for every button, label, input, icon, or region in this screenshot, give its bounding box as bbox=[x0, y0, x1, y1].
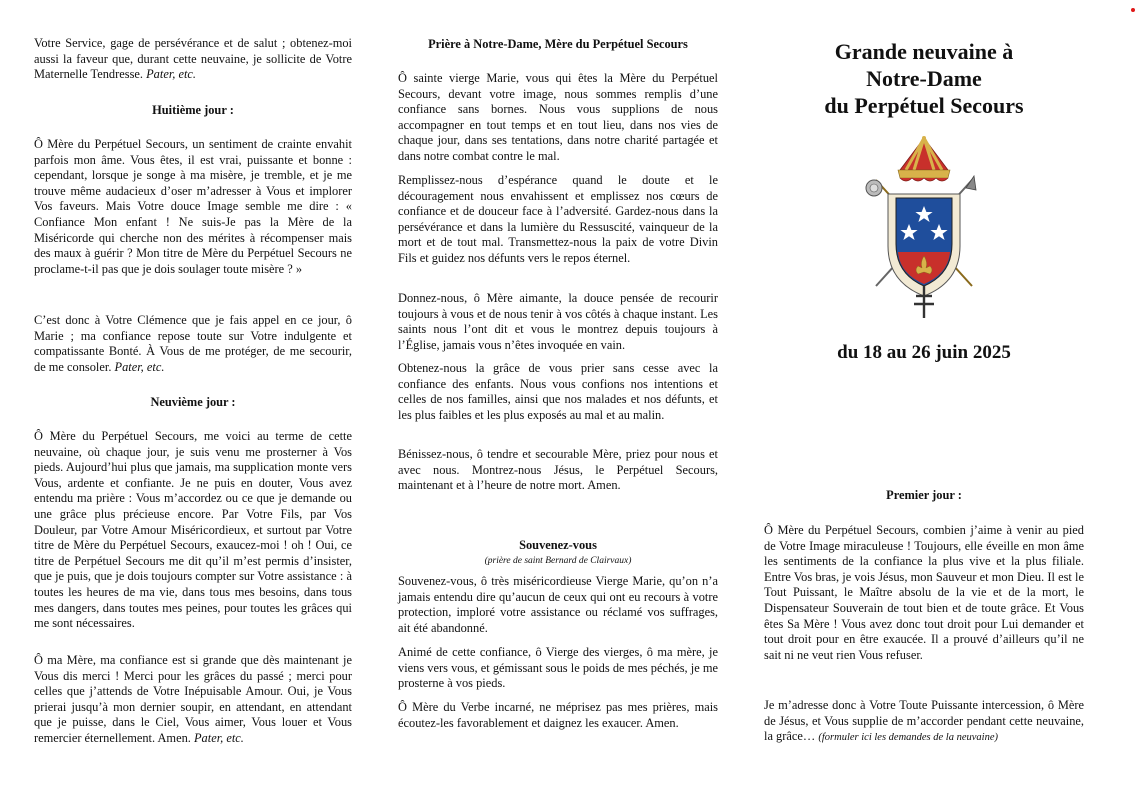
title-line-2: Notre-Dame bbox=[866, 66, 982, 91]
souvenez-paragraph-1: Souvenez-vous, ô très miséricordieuse Vierge Marie, qu’on n’a jamais entendu dire qu’aucun de ceux qui ont eu recours à votre protection, imploré votre assistance ou réclamé vos suffrages, ait été abandonné. bbox=[398, 574, 718, 635]
title-line-3: du Perpétuel Secours bbox=[824, 93, 1024, 118]
coat-of-arms-icon bbox=[862, 136, 986, 320]
heading-priere: Prière à Notre-Dame, Mère du Perpétuel Secours bbox=[428, 37, 688, 51]
souvenez-vous-subtitle: (prière de saint Bernard de Clairvaux) bbox=[484, 556, 632, 566]
title-line-1: Grande neuvaine à bbox=[834, 39, 1014, 64]
heading-day-9: Neuvième jour : bbox=[150, 395, 236, 409]
priere-paragraph-5: Bénissez-nous, ô tendre et secourable Mère, priez pour nous et avec nous. Montrez-nous Jésus, le Perpétuel Secours, maintenant et à l’heure de notre mort. Amen. bbox=[398, 447, 718, 493]
priere-paragraph-4: Obtenez-nous la grâce de vous prier sans cesse avec la confiance des enfants. Nous vous confions nos intentions et celles de nos familles, ainsi que nos malades et nos défunts, et les plus faibles et les plus exposés au mal et au malin. bbox=[398, 361, 718, 422]
novena-dates: du 18 au 26 juin 2025 bbox=[837, 342, 1011, 363]
souvenez-paragraph-2: Animé de cette confiance, ô Vierge des vierges, ô ma mère, je viens vers vous, et gémissant sous le poids de mes péchés, je me prosterne à vos pieds. bbox=[398, 645, 718, 691]
priere-paragraph-1: Ô sainte vierge Marie, vous qui êtes la Mère du Perpétuel Secours, devant votre image, nous sommes remplis d’une confiance sans bornes. Nous vous supplions de nous accompagner en tout temps et en tout lieu, dans nos vies de chaque jour, dans ses tentations, dans notre charité partagée et dans notre combat contre le mal. bbox=[398, 71, 718, 163]
day-9-paragraph-2: Ô ma Mère, ma confiance est si grande que dès maintenant je Vous dis merci ! Merci pour les grâces du passé ; merci pour celles que j’attends de Votre Inépuisable Amour. Oui, je Vous prierai jusqu’à mon dernier soupir, en attendant, en attendant que je puisse, dans le Ciel, Vous aimer, Vous louer et Vous remercier éternellement. Amen. Pater, etc. bbox=[34, 653, 352, 745]
souvenez-paragraph-3: Ô Mère du Verbe incarné, ne méprisez pas mes prières, mais écoutez-les favorablement et daignez les exaucer. Amen. bbox=[398, 700, 718, 730]
heading-day-1: Premier jour : bbox=[886, 488, 962, 502]
heading-souvenez-vous: Souvenez-vous bbox=[519, 538, 597, 552]
page-title bbox=[790, 38, 1058, 119]
intro-paragraph: Votre Service, gage de persévérance et de salut ; obtenez-moi aussi la faveur que, durant cette neuvaine, je sollicite de Votre Maternelle Tendresse. Pater, etc. bbox=[34, 36, 352, 82]
day-9-paragraph-1: Ô Mère du Perpétuel Secours, me voici au terme de cette neuvaine, où chaque jour, je suis venu me prosterner à Vos pieds. Aujourd’hui plus que jamais, ma supplication monte vers Vous, ardente et confiante. Je ne puis en douter, Vous avez entendu ma prière : Vous m’accordez ou ce que je demande ou une grâce plus précieuse encore. Par Votre Fils, par Vos Douleur, par Votre Amour Miséricordieux, et surtout par Votre titre de Mère du Perpétuel Secours, exaucez-moi ! oh ! Oui, ce titre de Perpétuel Secours me dit qu’il m’est permis d’insister, que je puis, que je dois toujours compter sur Votre assistance : à toutes les heures de ma vie, dans tous mes besoins, dans tous mes dangers, dans toutes mes peines, pour toutes les grâces qui me sont nécessaires. bbox=[34, 429, 352, 631]
heading-day-8: Huitième jour : bbox=[152, 103, 234, 117]
priere-paragraph-2: Remplissez-nous d’espérance quand le doute et le découragement nous envahissent et emplissez nos cœurs de confiance et de douceur face à l’adversité. Gardez-nous dans la persévérance et dans la lumière du Ressuscité, vainqueur de la mort et de tout mal. Transmettez-nous la paix de votre Divin Fils et guidez nos défunts vers le repos éternel. bbox=[398, 173, 718, 265]
novena-request-note: (formuler ici les demandes de la neuvaine) bbox=[818, 732, 998, 744]
day-8-paragraph-2: C’est donc à Votre Clémence que je fais appel en ce jour, ô Marie ; ma confiance repose toute sur Votre indulgente et compatissante Bonté. À Vous de me protéger, de me secourir, de me consoler. Pater, etc. bbox=[34, 313, 352, 374]
priere-paragraph-3: Donnez-nous, ô Mère aimante, la douce pensée de recourir toujours à vous et de nous tenir à vos côtés à chaque instant. Les saints nous l’ont dit et vous le montrez depuis toujours à l’Église, jamais vous n’êtes invoquée en vain. bbox=[398, 291, 718, 352]
day-1-paragraph-2: Je m’adresse donc à Votre Toute Puissante intercession, ô Mère de Jésus, et Vous supplie de m’accorder pendant cette neuvaine, la grâce… (formuler ici les demandes de la neuvaine) bbox=[764, 698, 1084, 744]
day-8-paragraph-1: Ô Mère du Perpétuel Secours, un sentiment de crainte envahit parfois mon âme. Vous êtes, il est vrai, puissante et bonne : cependant, lorsque je songe à ma misère, je tremble, et je me trouve même audacieux d’oser m’adresser à Vous et implorer Vos faveurs. Mais Votre douce Image semble me dire : « Confiance Mon enfant ! Ne suis-Je pas la Mère de la Miséricorde qui cherche non des mérites à récompenser mais des maux à guérir ? Mon titre de Mère du Perpétuel Secours ne proclame-t-il pas que je dois soulager toute misère ? » bbox=[34, 137, 352, 276]
day-1-paragraph-1: Ô Mère du Perpétuel Secours, combien j’aime à venir au pied de Votre Image miraculeuse ! Toujours, elle éveille en mon âme les sentiments de la confiance la plus vive et la plus filiale. Entre Vos bras, je vois Jésus, mon Sauveur et mon Dieu. Il est le Tout Puissant, le Maître absolu de la vie et de la mort, le Dispensateur Souverain de tout bien et de toute grâce. Et Vous êtes Sa Mère ! Vous avez donc tout droit pour Lui demander et tout droit pour en être exaucée. Il a prouvé d’ailleurs qu’il ne sait ni ne veut rien Vous refuser. bbox=[764, 523, 1084, 662]
corner-marker bbox=[1131, 8, 1135, 12]
